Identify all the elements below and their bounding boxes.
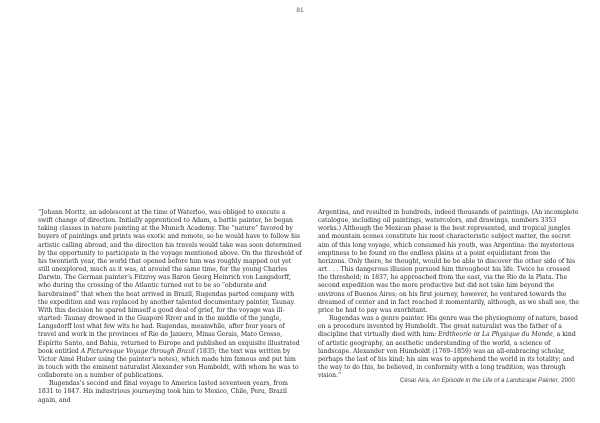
page-number: 81: [296, 7, 304, 14]
left-paragraph-1-text: “Johann Moritz, an adolescent at the time of Waterloo, was obliged to execute a swift change of direction. Initially apprenticed to Adam, a battle painter, he began taking classes in nature painting at the Munich Academy. The “nature” favored by buyers of paintings and prints was exotic and remote, so he would have to follow his artistic calling abroad, and the direction his travels would take was soon determined by the opportunity to participate in the voyage mentioned above. On the threshold of his twentieth year, the world that opened before him was roughly mapped out yet still unexplored, much as it was, at around the same time, for the young Charles Darwin. The German painter’s Fitzroy was Baron Georg Heinrich von Langsdorff, who during the crossing of the Atlantic turned out to be so “obdurate and harebrained” that when the boat arrived in Brazil, Rugendas parted company with the expedition and was replaced by another talented documentary painter, Taunay. With this decision he spared himself a good deal of grief, for the voyage was ill-started: Taunay drowned in the Guaporé River and in the middle of the jungle, Langsdorff lost what few wits he had. Rugendas, meanwhile, after four years of travel and work in the provinces of Rio de Janiero, Minas Gerais, Mato Grosso, Espírito Santo, and Bahia, returned to Europe and published an exquisite illustrated book entitled: [38, 209, 302, 355]
right-text-column: [318, 209, 580, 380]
right-paragraph-2: [318, 315, 580, 380]
caption-author: César Aira,: [399, 377, 433, 384]
right-paragraph-2-start: Rugendas was a genre painter. His genre was the physiognomy of nature, based on a procedure invented by Humboldt. The great naturalist was the father of a discipline that virtually died with him:: [318, 315, 578, 339]
caption-title: An Episode in the Life of a Landscape Painter: [432, 377, 558, 384]
term-erdtheorie: Erdtheorie: [438, 331, 472, 339]
right-paragraph-2-end: , a kind of artistic geography, an aesthetic understanding of the world, a science of landscape. Alexander von Humboldt (1769–1859) was an all-embracing scholar, perhaps the last of his kind; his aim was to apprehend the world in its totality; and the way to do this, he believed, in conformity with a long tradition, was through vision.”: [318, 331, 576, 380]
term-physique-du-monde: La Physique du Monde: [482, 331, 553, 339]
left-paragraph-1: [38, 209, 302, 380]
right-paragraph-2-or: or: [471, 331, 483, 339]
right-paragraph-1: Argentina, and resulted in hundreds, indeed thousands of paintings. (An incomplete catalogue, including oil paintings, watercolors, and drawings, numbers 3353 works.) Although the Mexican phase is the best represented, and tropical jungles and mountain scenes constitute his most characteristic subject matter, the secret aim of this long voyage, which consumed his youth, was Argentina: the mysterious emptiness to be found on the endless plains at a point equidistant from the horizons. Only there, he thought, would he be able to discover the other side of his art . . . This dangerous illusion pursued him throughout his life. Twice he crossed the threshold; in 1837, he approached from the east, via the Río de la Plata. The second expedition was the more productive but did not take him beyond the environs of Buenos Aires; on his first journey, however, he ventured towards the dreamed of center and in fact reached it momentarily, although, as we shall see, the price he had to pay was exorbitant.: [318, 209, 580, 314]
caption-year: , 2000: [557, 377, 575, 384]
left-paragraph-2: Rugendas’s second and final voyage to America lasted seventeen years, from 1831 to 1847. His industrious journeying took him to Mexico, Chile, Peru, Brazil again, and: [38, 380, 288, 404]
source-caption: [318, 377, 575, 384]
left-text-column: [38, 209, 302, 405]
book-title: A Picturesque Voyage through Brazil: [80, 347, 195, 355]
left-paragraph-1-end: (1835; the text was written by Victor Aimé Huber using the painter’s notes), which made him famous and put him in touch with the eminent naturalist Alexander von Humboldt, with whom he was to collaborate on a number of publications.: [38, 347, 299, 380]
